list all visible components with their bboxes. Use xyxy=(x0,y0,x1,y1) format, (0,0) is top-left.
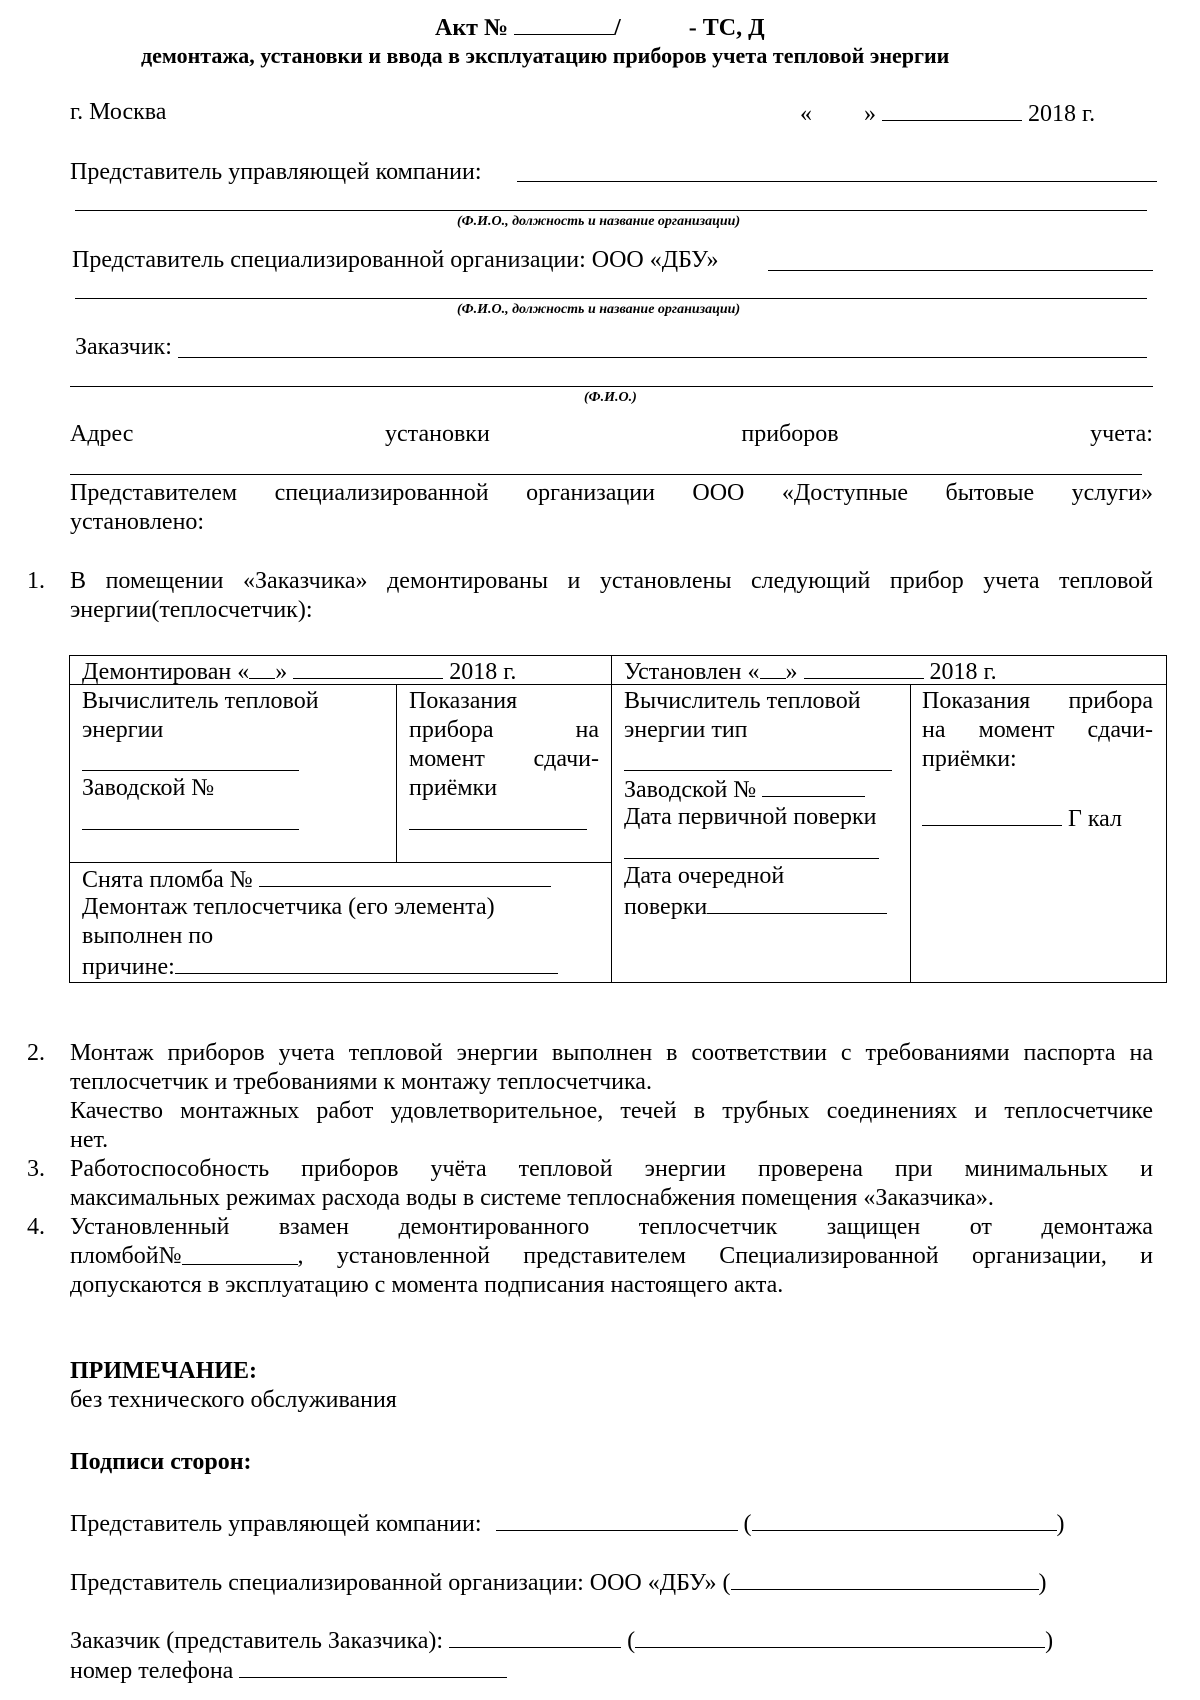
sig-customer-signature-blank[interactable] xyxy=(449,1625,621,1648)
table-divider-main xyxy=(611,655,612,983)
act-number-blank[interactable] xyxy=(514,12,614,35)
act-title-suffix: - ТС, Д xyxy=(688,15,765,41)
item-4-word: взамен xyxy=(278,1214,349,1240)
address-word-3: приборов xyxy=(741,421,839,447)
calc-left-1: Вычислитель тепловой xyxy=(82,688,319,714)
item-1-number: 1. xyxy=(27,568,45,594)
spec-rep-label: Представитель специализированной организации: ООО «ДБУ» xyxy=(72,247,719,273)
item-1-text: В помещении «Заказчика» демонтированы и установлены следующий прибор учета тепловой энергии(теплосчетчик): xyxy=(70,568,1153,623)
sig-mgmt-label: Представитель управляющей компании: xyxy=(70,1511,482,1537)
customer-label: Заказчик: xyxy=(75,334,172,360)
note-title: ПРИМЕЧАНИЕ: xyxy=(70,1358,257,1384)
readings-right-word: момент xyxy=(978,717,1055,743)
mgmt-rep-blank-2[interactable] xyxy=(75,210,1147,211)
customer-blank-2[interactable] xyxy=(70,386,1153,387)
sig-phone xyxy=(70,1655,507,1686)
readings-left-word: прибора xyxy=(409,717,494,743)
intro-word: ООО xyxy=(692,480,745,506)
customer-blank[interactable] xyxy=(178,357,1147,358)
sig-customer-name-blank[interactable] xyxy=(635,1625,1045,1648)
spec-rep-caption: (Ф.И.О., должность и название организации) xyxy=(457,302,741,317)
dismounted-year: 2018 г. xyxy=(449,659,517,685)
dismounted-day-blank[interactable] xyxy=(249,656,275,679)
first-check: Дата первичной поверки xyxy=(624,804,877,830)
mgmt-rep-caption: (Ф.И.О., должность и название организации) xyxy=(457,214,741,229)
item-4-word: Установленный xyxy=(70,1214,230,1240)
address-word-2: установки xyxy=(385,421,490,447)
note-text: без технического обслуживания xyxy=(70,1387,397,1413)
table-left-lower-line xyxy=(69,862,611,863)
sig-spec xyxy=(70,1567,1047,1598)
item-2-line-3: Качество монтажных работ удовлетворительное, течей в трубных соединениях и теплосчетчике xyxy=(70,1098,1153,1124)
serial-right-blank[interactable] xyxy=(762,774,865,797)
readings-left-4: приёмки xyxy=(409,775,498,801)
readings-right-1 xyxy=(922,687,1153,716)
item-4-line-2-rest: , установленной представителем Специализированной организации, и xyxy=(297,1243,1153,1269)
sig-mgmt-paren-open: ( xyxy=(743,1511,752,1537)
readings-right-word: сдачи- xyxy=(1087,717,1153,743)
readings-left-blank[interactable] xyxy=(409,829,587,830)
intro-word: организации xyxy=(526,480,655,506)
sig-phone-label: номер телефона xyxy=(70,1658,234,1684)
table-divider-right xyxy=(910,684,911,983)
calc-right-blank[interactable] xyxy=(624,770,892,771)
act-title-sep: / xyxy=(614,15,621,41)
table-divider-left xyxy=(396,684,397,862)
installed-label: Установлен « xyxy=(624,659,760,685)
dismount-reason-2: выполнен по xyxy=(82,923,214,949)
intro-word: услуги» xyxy=(1071,480,1153,506)
readings-left-2 xyxy=(409,716,599,745)
act-subtitle: демонтажа, установки и ввода в эксплуатацию приборов учета тепловой энергии xyxy=(141,43,950,68)
sig-customer xyxy=(70,1625,1053,1656)
item-4-word: демонтированного xyxy=(398,1214,590,1240)
dismount-reason-label: причине: xyxy=(82,954,175,980)
mgmt-rep-label: Представитель управляющей компании: xyxy=(70,159,482,185)
readings-right-word: прибора xyxy=(1068,688,1153,714)
sig-spec-label: Представитель специализированной организации: ООО «ДБУ» xyxy=(70,1570,717,1596)
serial-left: Заводской № xyxy=(82,775,215,801)
intro-word: специализированной xyxy=(274,480,489,506)
dismounted-label: Демонтирован « xyxy=(82,659,250,685)
address-blank[interactable] xyxy=(70,474,1142,475)
seal-removed-label: Снята пломба № xyxy=(82,867,253,893)
next-check-blank[interactable] xyxy=(707,891,887,914)
readings-unit: Г кал xyxy=(1068,806,1123,832)
intro-line-2: установлено: xyxy=(70,509,205,535)
calc-left-2: энергии xyxy=(82,717,164,743)
item-4-line-3: допускаются в эксплуатацию с момента подписания настоящего акта. xyxy=(70,1272,784,1298)
sig-mgmt-paren-close: ) xyxy=(1056,1511,1065,1537)
serial-right-label: Заводской № xyxy=(624,777,757,803)
calc-right-2: энергии тип xyxy=(624,717,748,743)
item-4-word: демонтажа xyxy=(1041,1214,1153,1240)
item-3-number: 3. xyxy=(27,1156,45,1182)
intro-line-1 xyxy=(70,479,1153,508)
dismount-reason-blank[interactable] xyxy=(175,951,558,974)
intro-word: «Доступные xyxy=(781,480,909,506)
sig-mgmt-signature-blank[interactable] xyxy=(496,1508,738,1531)
signatures-title: Подписи сторон: xyxy=(70,1449,252,1475)
customer-caption: (Ф.И.О.) xyxy=(584,390,637,405)
readings-left-word: на xyxy=(575,717,599,743)
next-check-1: Дата очередной xyxy=(624,863,785,889)
next-check-label: поверки xyxy=(624,894,708,920)
readings-right-3: приёмки: xyxy=(922,746,1017,772)
dismount-reason-1: Демонтаж теплосчетчика (его элемента) xyxy=(82,894,495,920)
act-title-prefix: Акт № xyxy=(435,15,509,41)
readings-right-word: Показания xyxy=(922,688,1031,714)
dismount-reason-3 xyxy=(82,951,558,982)
dismounted-month-blank[interactable] xyxy=(293,656,443,679)
next-check-2 xyxy=(624,891,887,922)
date-quote-open: « xyxy=(800,101,812,127)
date-month-blank[interactable] xyxy=(882,98,1022,121)
date-year: 2018 г. xyxy=(1028,101,1096,127)
installed-day-blank[interactable] xyxy=(760,656,786,679)
intro-word: Представителем xyxy=(70,480,238,506)
installed-header xyxy=(624,656,997,687)
installed-quote-close: » xyxy=(785,659,798,685)
intro-word: бытовые xyxy=(945,480,1035,506)
readings-left-1: Показания xyxy=(409,688,518,714)
item-4-seal-blank[interactable] xyxy=(182,1242,298,1265)
item-3-line-1: Работоспособность приборов учёта тепловой энергии проверена при минимальных и xyxy=(70,1156,1153,1182)
seal-removed-blank[interactable] xyxy=(259,864,551,887)
item-2-number: 2. xyxy=(27,1040,45,1066)
sig-mgmt-name-blank[interactable] xyxy=(752,1508,1057,1531)
spec-rep-blank[interactable] xyxy=(768,270,1153,271)
serial-right xyxy=(624,774,865,805)
item-2-line-2: теплосчетчик и требованиями к монтажу теплосчетчика. xyxy=(70,1069,652,1095)
sig-customer-label: Заказчик (представитель Заказчика): xyxy=(70,1628,444,1654)
readings-right-word: на xyxy=(922,717,946,743)
seal-removed xyxy=(82,864,551,895)
sig-mgmt xyxy=(70,1508,1065,1539)
item-4-word: теплосчетчик xyxy=(638,1214,778,1240)
readings-left-word: момент xyxy=(409,746,485,772)
sig-customer-paren-open: ( xyxy=(627,1628,636,1654)
sig-spec-paren-open: ( xyxy=(722,1570,731,1596)
dismounted-header xyxy=(82,656,516,687)
date-quote-close: » xyxy=(864,101,876,127)
item-4-line-2 xyxy=(70,1242,1153,1271)
calc-left-blank[interactable] xyxy=(82,770,299,771)
date-field xyxy=(800,98,1095,129)
sig-customer-paren-close: ) xyxy=(1045,1628,1054,1654)
item-4-line-1 xyxy=(70,1213,1153,1242)
readings-right-blank[interactable] xyxy=(922,803,1062,826)
mgmt-rep-blank[interactable] xyxy=(517,181,1157,182)
sig-spec-name-blank[interactable] xyxy=(731,1567,1039,1590)
readings-left-word: сдачи- xyxy=(533,746,599,772)
item-4-seal-label: пломбой№ xyxy=(70,1243,182,1269)
readings-right-2 xyxy=(922,716,1153,745)
item-4-word: от xyxy=(969,1214,992,1240)
readings-left-3 xyxy=(409,745,599,774)
dismounted-quote-close: » xyxy=(275,659,288,685)
serial-left-blank[interactable] xyxy=(82,829,299,830)
installed-month-blank[interactable] xyxy=(804,656,924,679)
act-title xyxy=(435,12,765,43)
first-check-blank[interactable] xyxy=(624,858,879,859)
installed-year: 2018 г. xyxy=(929,659,997,685)
address-word-4: учета: xyxy=(1090,421,1153,447)
calc-right-1: Вычислитель тепловой xyxy=(624,688,861,714)
item-3-line-2: максимальных режимах расхода воды в системе теплоснабжения помещения «Заказчика». xyxy=(70,1185,994,1211)
sig-spec-paren-close: ) xyxy=(1038,1570,1047,1596)
item-2-line-4: нет. xyxy=(70,1127,109,1153)
readings-right-value xyxy=(922,803,1122,834)
item-4-word: защищен xyxy=(826,1214,921,1240)
spec-rep-blank-2[interactable] xyxy=(75,298,1147,299)
address-word-1: Адрес xyxy=(70,421,134,447)
address-label xyxy=(70,420,1153,449)
item-2-line-1: Монтаж приборов учета тепловой энергии выполнен в соответствии с требованиями паспорта на xyxy=(70,1040,1153,1066)
sig-phone-blank[interactable] xyxy=(239,1655,507,1678)
city: г. Москва xyxy=(70,99,167,125)
item-4-number: 4. xyxy=(27,1214,45,1240)
